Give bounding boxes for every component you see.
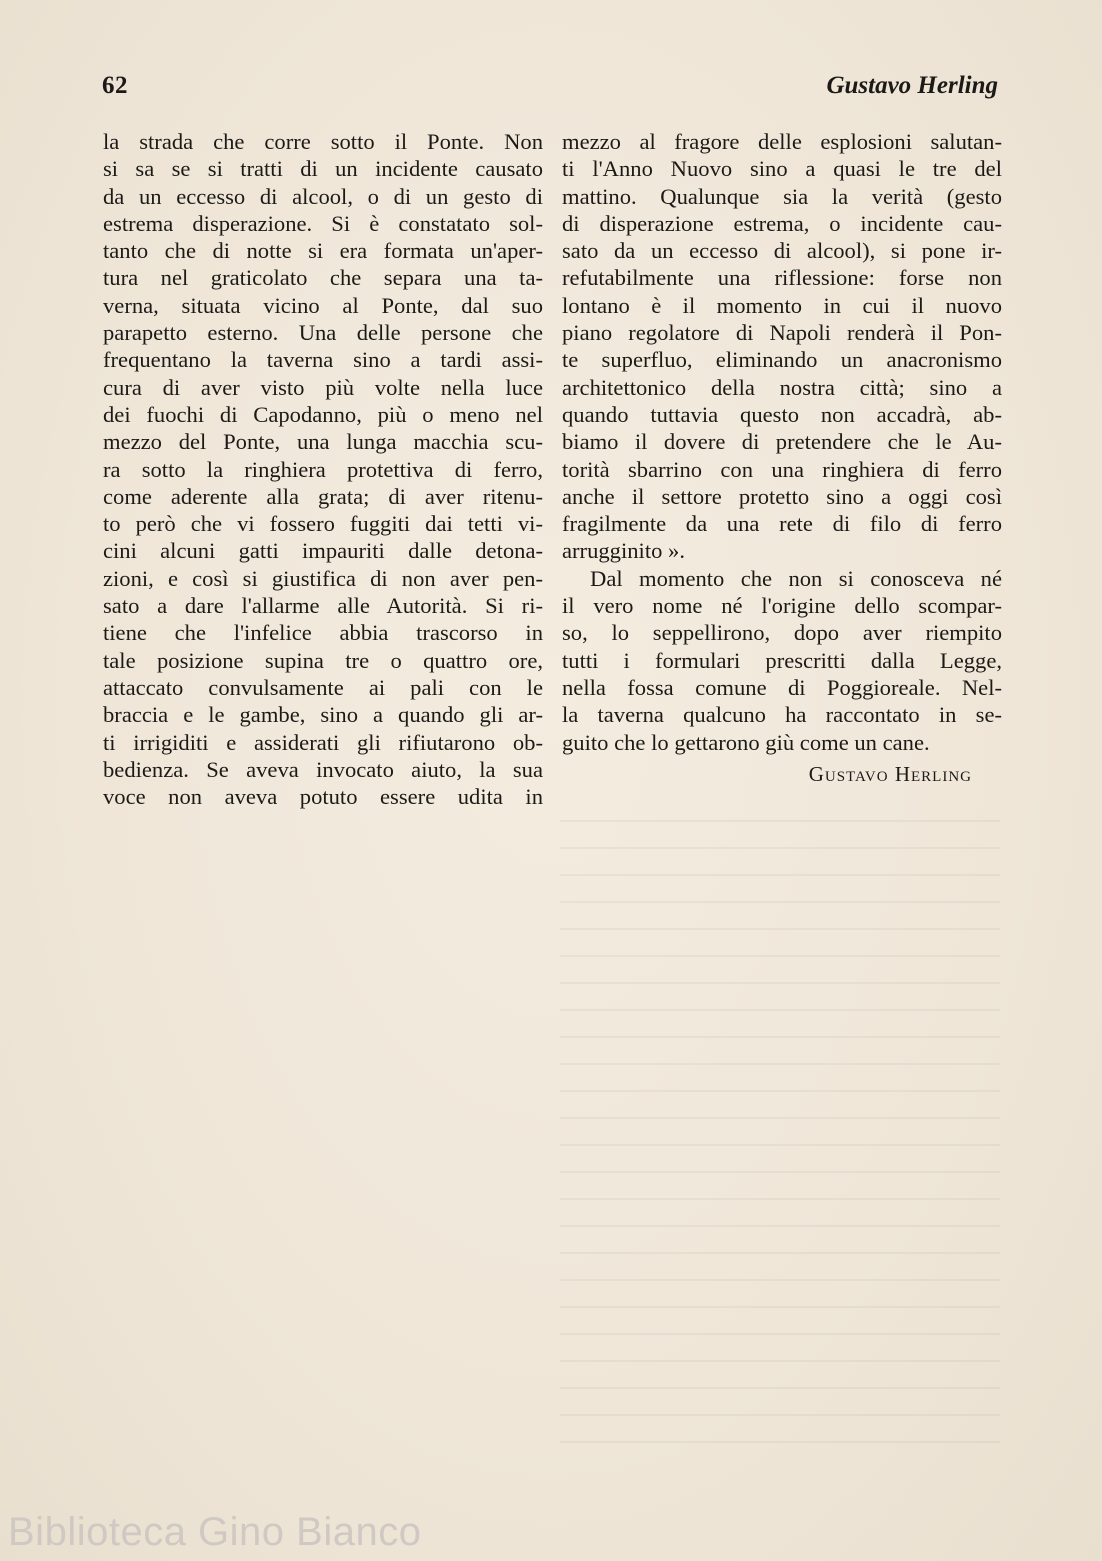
text-line: bedienza. Se aveva invocato aiuto, la sua xyxy=(103,756,543,782)
text-line: tutti i formulari prescritti dalla Legge, xyxy=(562,647,1002,673)
text-line: di disperazione estrema, o incidente cau- xyxy=(562,210,1002,236)
text-line: parapetto esterno. Una delle persone che xyxy=(103,320,543,346)
text-line: tiene che l'infelice abbia trascorso in xyxy=(103,620,543,646)
right-column xyxy=(562,128,1002,756)
text-line: zioni, e così si giustifica di non aver pen- xyxy=(103,565,543,591)
text-line: mattino. Qualunque sia la verità (gesto xyxy=(562,183,1002,209)
text-line: frequentano la taverna sino a tardi assi- xyxy=(103,347,543,373)
text-line: nella fossa comune di Poggioreale. Nel- xyxy=(562,674,1002,700)
text-line: da un eccesso di alcool, o di un gesto di xyxy=(103,183,543,209)
text-line: verna, situata vicino al Ponte, dal suo xyxy=(103,292,543,318)
text-line: tura nel graticolato che separa una ta- xyxy=(103,265,543,291)
text-line: la taverna qualcuno ha raccontato in se- xyxy=(562,702,1002,728)
text-line: estrema disperazione. Si è constatato sol- xyxy=(103,210,543,236)
text-line: guito che lo gettarono giù come un cane. xyxy=(562,729,930,755)
text-line: tale posizione supina tre o quattro ore, xyxy=(103,647,543,673)
text-line: Dal momento che non si conosceva né xyxy=(590,565,1002,591)
text-line: ti l'Anno Nuovo sino a quasi le tre del xyxy=(562,156,1002,182)
text-line: ra sotto la ringhiera protettiva di ferro, xyxy=(103,456,543,482)
text-line: quando tuttavia questo non accadrà, ab- xyxy=(562,401,1002,427)
text-line: si sa se si tratti di un incidente causato xyxy=(103,156,543,182)
text-line: tanto che di notte si era formata un'aper- xyxy=(103,238,543,264)
left-column xyxy=(103,128,543,810)
library-watermark: Biblioteca Gino Bianco xyxy=(8,1510,422,1554)
text-line: mezzo al fragore delle esplosioni salutan- xyxy=(562,129,1002,154)
text-line: te superfluo, eliminando un anacronismo xyxy=(562,347,1002,373)
text-line: arrugginito ». xyxy=(562,538,685,564)
text-line: sato a dare l'allarme alle Autorità. Si ri- xyxy=(103,593,543,619)
text-line: anche il settore protetto sino a oggi così xyxy=(562,483,1002,509)
text-line: ti irrigiditi e assiderati gli rifiutarono ob- xyxy=(103,729,543,755)
text-line: biamo il dovere di pretendere che le Au- xyxy=(562,429,1002,455)
text-line: come aderente alla grata; di aver ritenu- xyxy=(103,483,543,509)
text-line: so, lo seppellirono, dopo aver riempito xyxy=(562,620,1002,646)
text-line: architettonico della nostra città; sino a xyxy=(562,374,1002,400)
text-line: dei fuochi di Capodanno, più o meno nel xyxy=(103,401,543,427)
text-line: to però che vi fossero fuggiti dai tetti vi- xyxy=(103,511,543,537)
text-line: attaccato convulsamente ai pali con le xyxy=(103,674,543,700)
text-line: voce non aveva potuto essere udita in xyxy=(103,784,543,810)
text-line: mezzo del Ponte, una lunga macchia scu- xyxy=(103,429,543,455)
text-line: la strada che corre sotto il Ponte. Non xyxy=(103,129,543,154)
text-line: sato da un eccesso di alcool), si pone ir- xyxy=(562,238,1002,264)
text-line: torità sbarrino con una ringhiera di ferro xyxy=(562,456,1002,482)
text-line: lontano è il momento in cui il nuovo xyxy=(562,292,1002,318)
text-line: piano regolatore di Napoli renderà il Pon- xyxy=(562,320,1002,346)
author-signature: Gustavo Herling xyxy=(808,762,972,786)
text-line: cura di aver visto più volte nella luce xyxy=(103,374,543,400)
running-head: Gustavo Herling xyxy=(826,72,998,99)
text-line: braccia e le gambe, sino a quando gli ar- xyxy=(103,702,543,728)
page-number: 62 xyxy=(102,72,128,99)
text-line: fragilmente da una rete di filo di ferro xyxy=(562,511,1002,537)
text-line: refutabilmente una riflessione: forse non xyxy=(562,265,1002,291)
show-through-texture xyxy=(560,820,1000,1460)
text-line: cini alcuni gatti impauriti dalle detona- xyxy=(103,538,543,564)
text-line: il vero nome né l'origine dello scompar- xyxy=(562,593,1002,619)
